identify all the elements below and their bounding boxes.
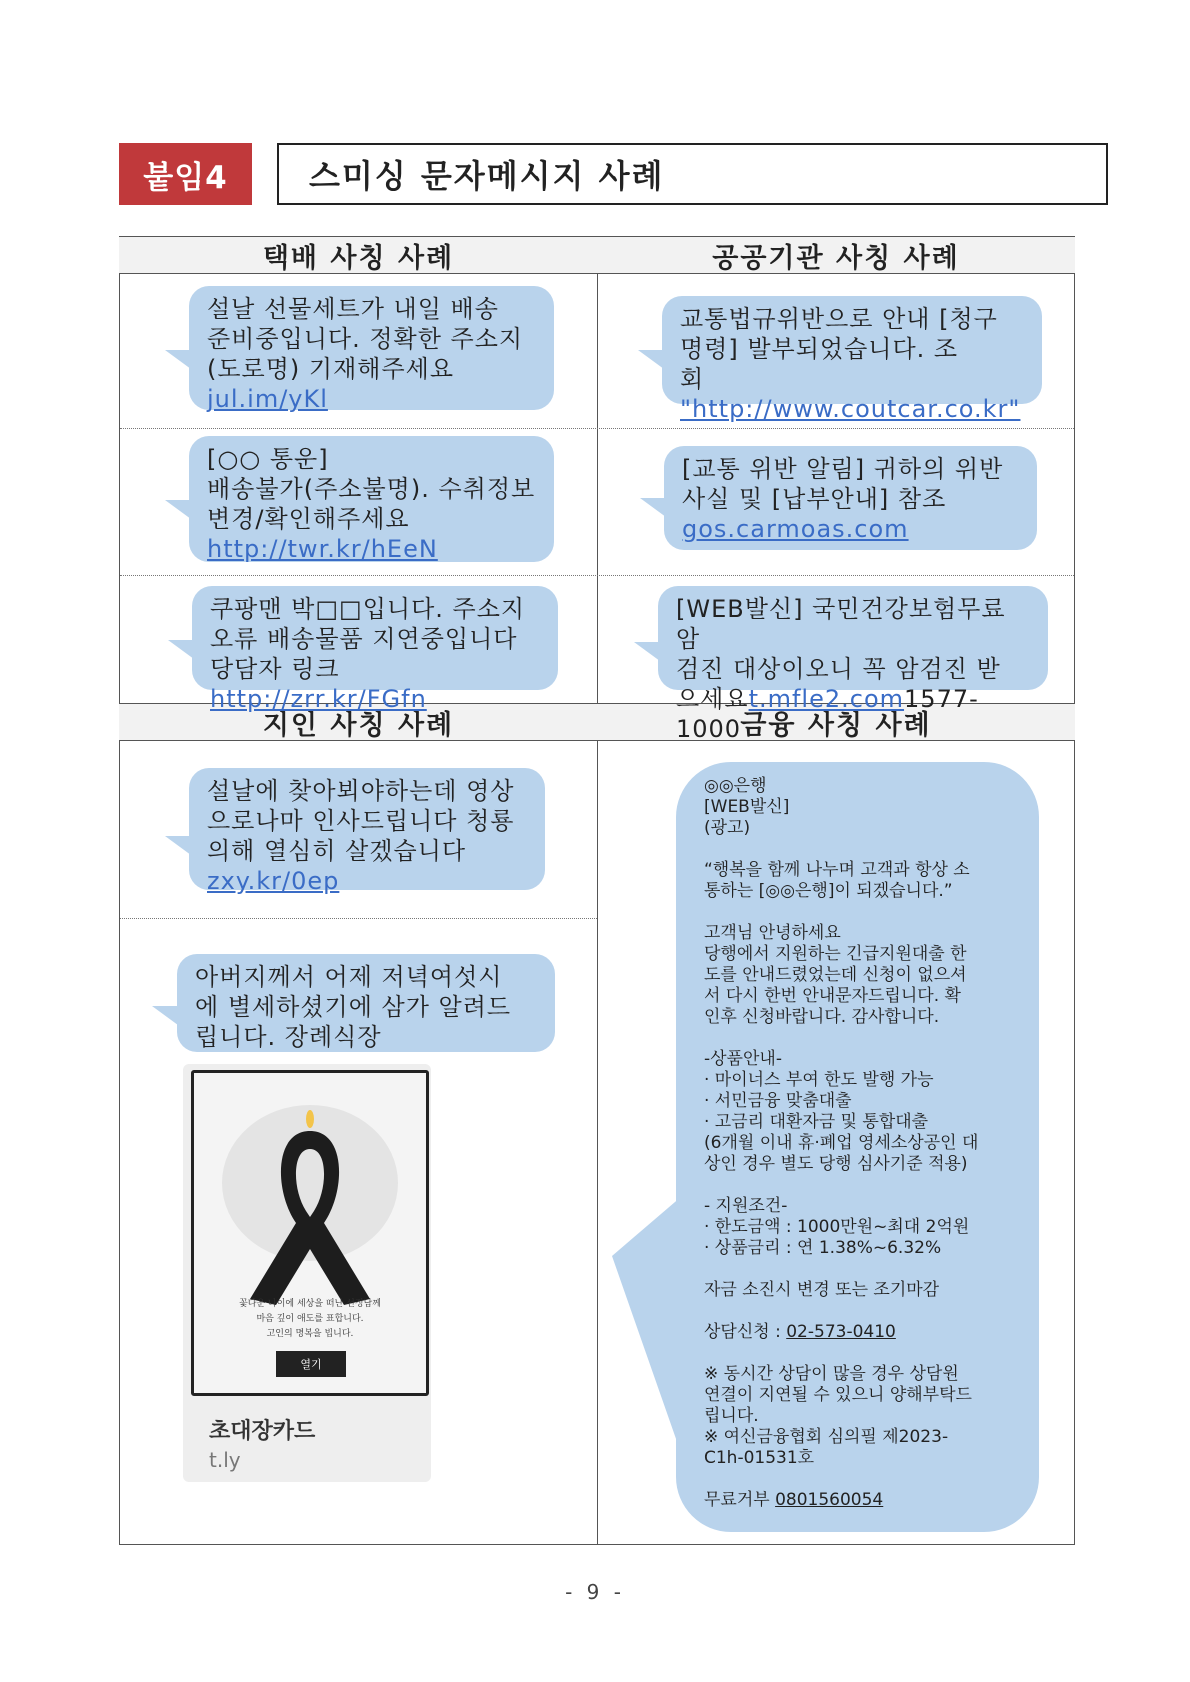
card-domain: t.ly [209, 1448, 241, 1472]
notice-line: 연결이 지연될 수 있으니 양해부탁드 [704, 1385, 972, 1405]
sms-line: 쿠팡맨 박□□입니다. 주소지 [210, 595, 526, 623]
sms-line: [○○ 통운] [207, 445, 329, 473]
sms-line: 인후 신청바랍니다. 감사합니다. [704, 1007, 940, 1027]
sms-bubble [189, 436, 554, 562]
link-preview-card[interactable] [183, 1064, 431, 1482]
page-title: 스미싱 문자메시지 사례 [277, 143, 1108, 205]
sms-line: 서 다시 한번 안내문자드립니다. 확 [704, 986, 961, 1006]
sms-line: [교통 위반 알림] 귀하의 위반 [682, 455, 1004, 483]
phishing-link[interactable]: http://twr.kr/hEeN [207, 535, 438, 563]
row-divider [120, 918, 597, 919]
sms-line: 의해 열심히 살겠습니다 [207, 837, 467, 865]
notice-line: 립니다. [704, 1406, 759, 1426]
sms-line: 고객님 안녕하세요 [704, 923, 841, 943]
sms-line: 당행에서 지원하는 긴급지원대출 한 [704, 944, 967, 964]
row-divider [120, 428, 1074, 429]
category-acquaintance: 지인 사칭 사례 [119, 703, 598, 741]
sms-text: 당담자 링크 [210, 655, 340, 683]
sms-line: 준비중입니다. 정확한 주소지 [207, 325, 524, 353]
sms-bubble [177, 954, 555, 1052]
sms-line: · 서민금융 맞춤대출 [704, 1091, 852, 1111]
category-finance: 금융 사칭 사례 [597, 703, 1075, 741]
sms-text: 으세요 [676, 685, 749, 713]
sms-line: -상품안내- [704, 1049, 782, 1069]
card-image [191, 1070, 429, 1396]
sms-line: “행복을 함께 나누며 고객과 항상 소 [704, 860, 970, 880]
refuse-label: 무료거부 [704, 1490, 776, 1510]
sms-line: (광고) [704, 818, 751, 838]
finance-sms-bubble [676, 762, 1039, 1532]
consult-label: 상담신청 : [704, 1322, 787, 1342]
sms-line: 도를 안내드렸었는데 신청이 없으셔 [704, 965, 967, 985]
sms-line: 오류 배송물품 지연중입니다 [210, 625, 518, 653]
sms-line: 에 별세하셨기에 삼가 알려드 [195, 993, 512, 1021]
sms-line: · 상품금리 : 연 1.38%~6.32% [704, 1238, 942, 1258]
bubble-tail [612, 1196, 682, 1456]
sms-text: 회 [680, 365, 705, 393]
sms-line: 통하는 [◎◎은행]이 되겠습니다.” [704, 881, 953, 901]
card-title: 초대장카드 [209, 1419, 316, 1444]
phishing-link[interactable]: gos.carmoas.com [682, 515, 909, 543]
attachment-tag: 붙임4 [119, 143, 252, 205]
sms-line: 아버지께서 어제 저녁여섯시 [195, 963, 503, 991]
sms-line: 배송불가(주소불명). 수취정보 [207, 475, 536, 503]
sms-line: 설날에 찾아뵈야하는데 영상 [207, 777, 515, 805]
sms-bubble [189, 286, 554, 413]
sms-bubble [189, 768, 545, 895]
sms-bubble [664, 446, 1037, 550]
sms-line: (6개월 이내 휴·폐업 영세소상공인 대 [704, 1133, 979, 1153]
sms-bubble [662, 296, 1042, 423]
phone-number: 1577-1000 [676, 685, 979, 743]
consult-phone-link[interactable]: 02-573-0410 [786, 1322, 896, 1342]
phishing-link[interactable]: "http://www.coutcar.co.kr" [680, 395, 1021, 423]
refuse-phone-link[interactable]: 0801560054 [775, 1490, 884, 1510]
sms-line: 사실 및 [납부안내] 참조 [682, 485, 947, 513]
sms-line: 명령] 발부되었습니다. 조 [680, 335, 959, 363]
sms-line: - 지원조건- [704, 1196, 788, 1216]
category-public: 공공기관 사칭 사례 [597, 236, 1075, 274]
phishing-link[interactable]: t.mfle2.com [748, 685, 905, 713]
sms-line: 자금 소진시 변경 또는 조기마감 [704, 1280, 940, 1300]
sms-line: · 고금리 대환자금 및 통합대출 [704, 1112, 929, 1132]
sms-line: 검진 대상이오니 꼭 암검진 받 [676, 655, 1001, 683]
open-button[interactable]: 열기 [276, 1351, 346, 1377]
sms-line: 변경/확인해주세요 [207, 505, 410, 533]
notice-line: ※ 여신금융협회 심의필 제2023- [704, 1427, 949, 1447]
category-delivery: 택배 사칭 사례 [119, 236, 598, 274]
sms-line: 으로나마 인사드립니다 청룡 [207, 807, 515, 835]
sms-line: · 한도금액 : 1000만원~최대 2억원 [704, 1217, 970, 1237]
page-number: - 9 - [565, 1580, 625, 1604]
sms-line: [WEB발신] [704, 797, 790, 817]
ribbon-icon [194, 1073, 426, 1393]
sms-line: · 마이너스 부여 한도 발행 가능 [704, 1070, 934, 1090]
phishing-link[interactable]: http://zrr.kr/FGfn [210, 685, 427, 713]
card-message-line: 마음 깊이 애도를 표합니다. [256, 1314, 364, 1324]
notice-line: ※ 동시간 상담이 많을 경우 상담원 [704, 1364, 959, 1384]
sms-line: [WEB발신] 국민건강보험무료 암 [676, 595, 1006, 653]
notice-line: C1h-01531호 [704, 1448, 815, 1468]
phishing-link[interactable]: zxy.kr/0ep [207, 867, 340, 895]
sms-line: (도로명) 기재해주세요 [207, 355, 455, 383]
phishing-link[interactable]: jul.im/yKl [207, 385, 328, 413]
sms-line: 설날 선물세트가 내일 배송 [207, 295, 499, 323]
column-divider [597, 236, 598, 1545]
card-message-line: 고인의 명복을 빕니다. [266, 1329, 354, 1339]
row-divider [120, 575, 1074, 576]
sms-line: 교통법규위반으로 안내 [청구 [680, 305, 998, 333]
sms-line: 립니다. 장례식장 [195, 1023, 382, 1051]
sms-line: 상인 경우 별도 당행 심사기준 적용) [704, 1154, 968, 1174]
card-message-line: 꽃다운 나이에 세상을 떠난 선정남께 [239, 1299, 381, 1309]
sms-line: ◎◎은행 [704, 776, 767, 796]
sms-bubble [192, 586, 558, 713]
